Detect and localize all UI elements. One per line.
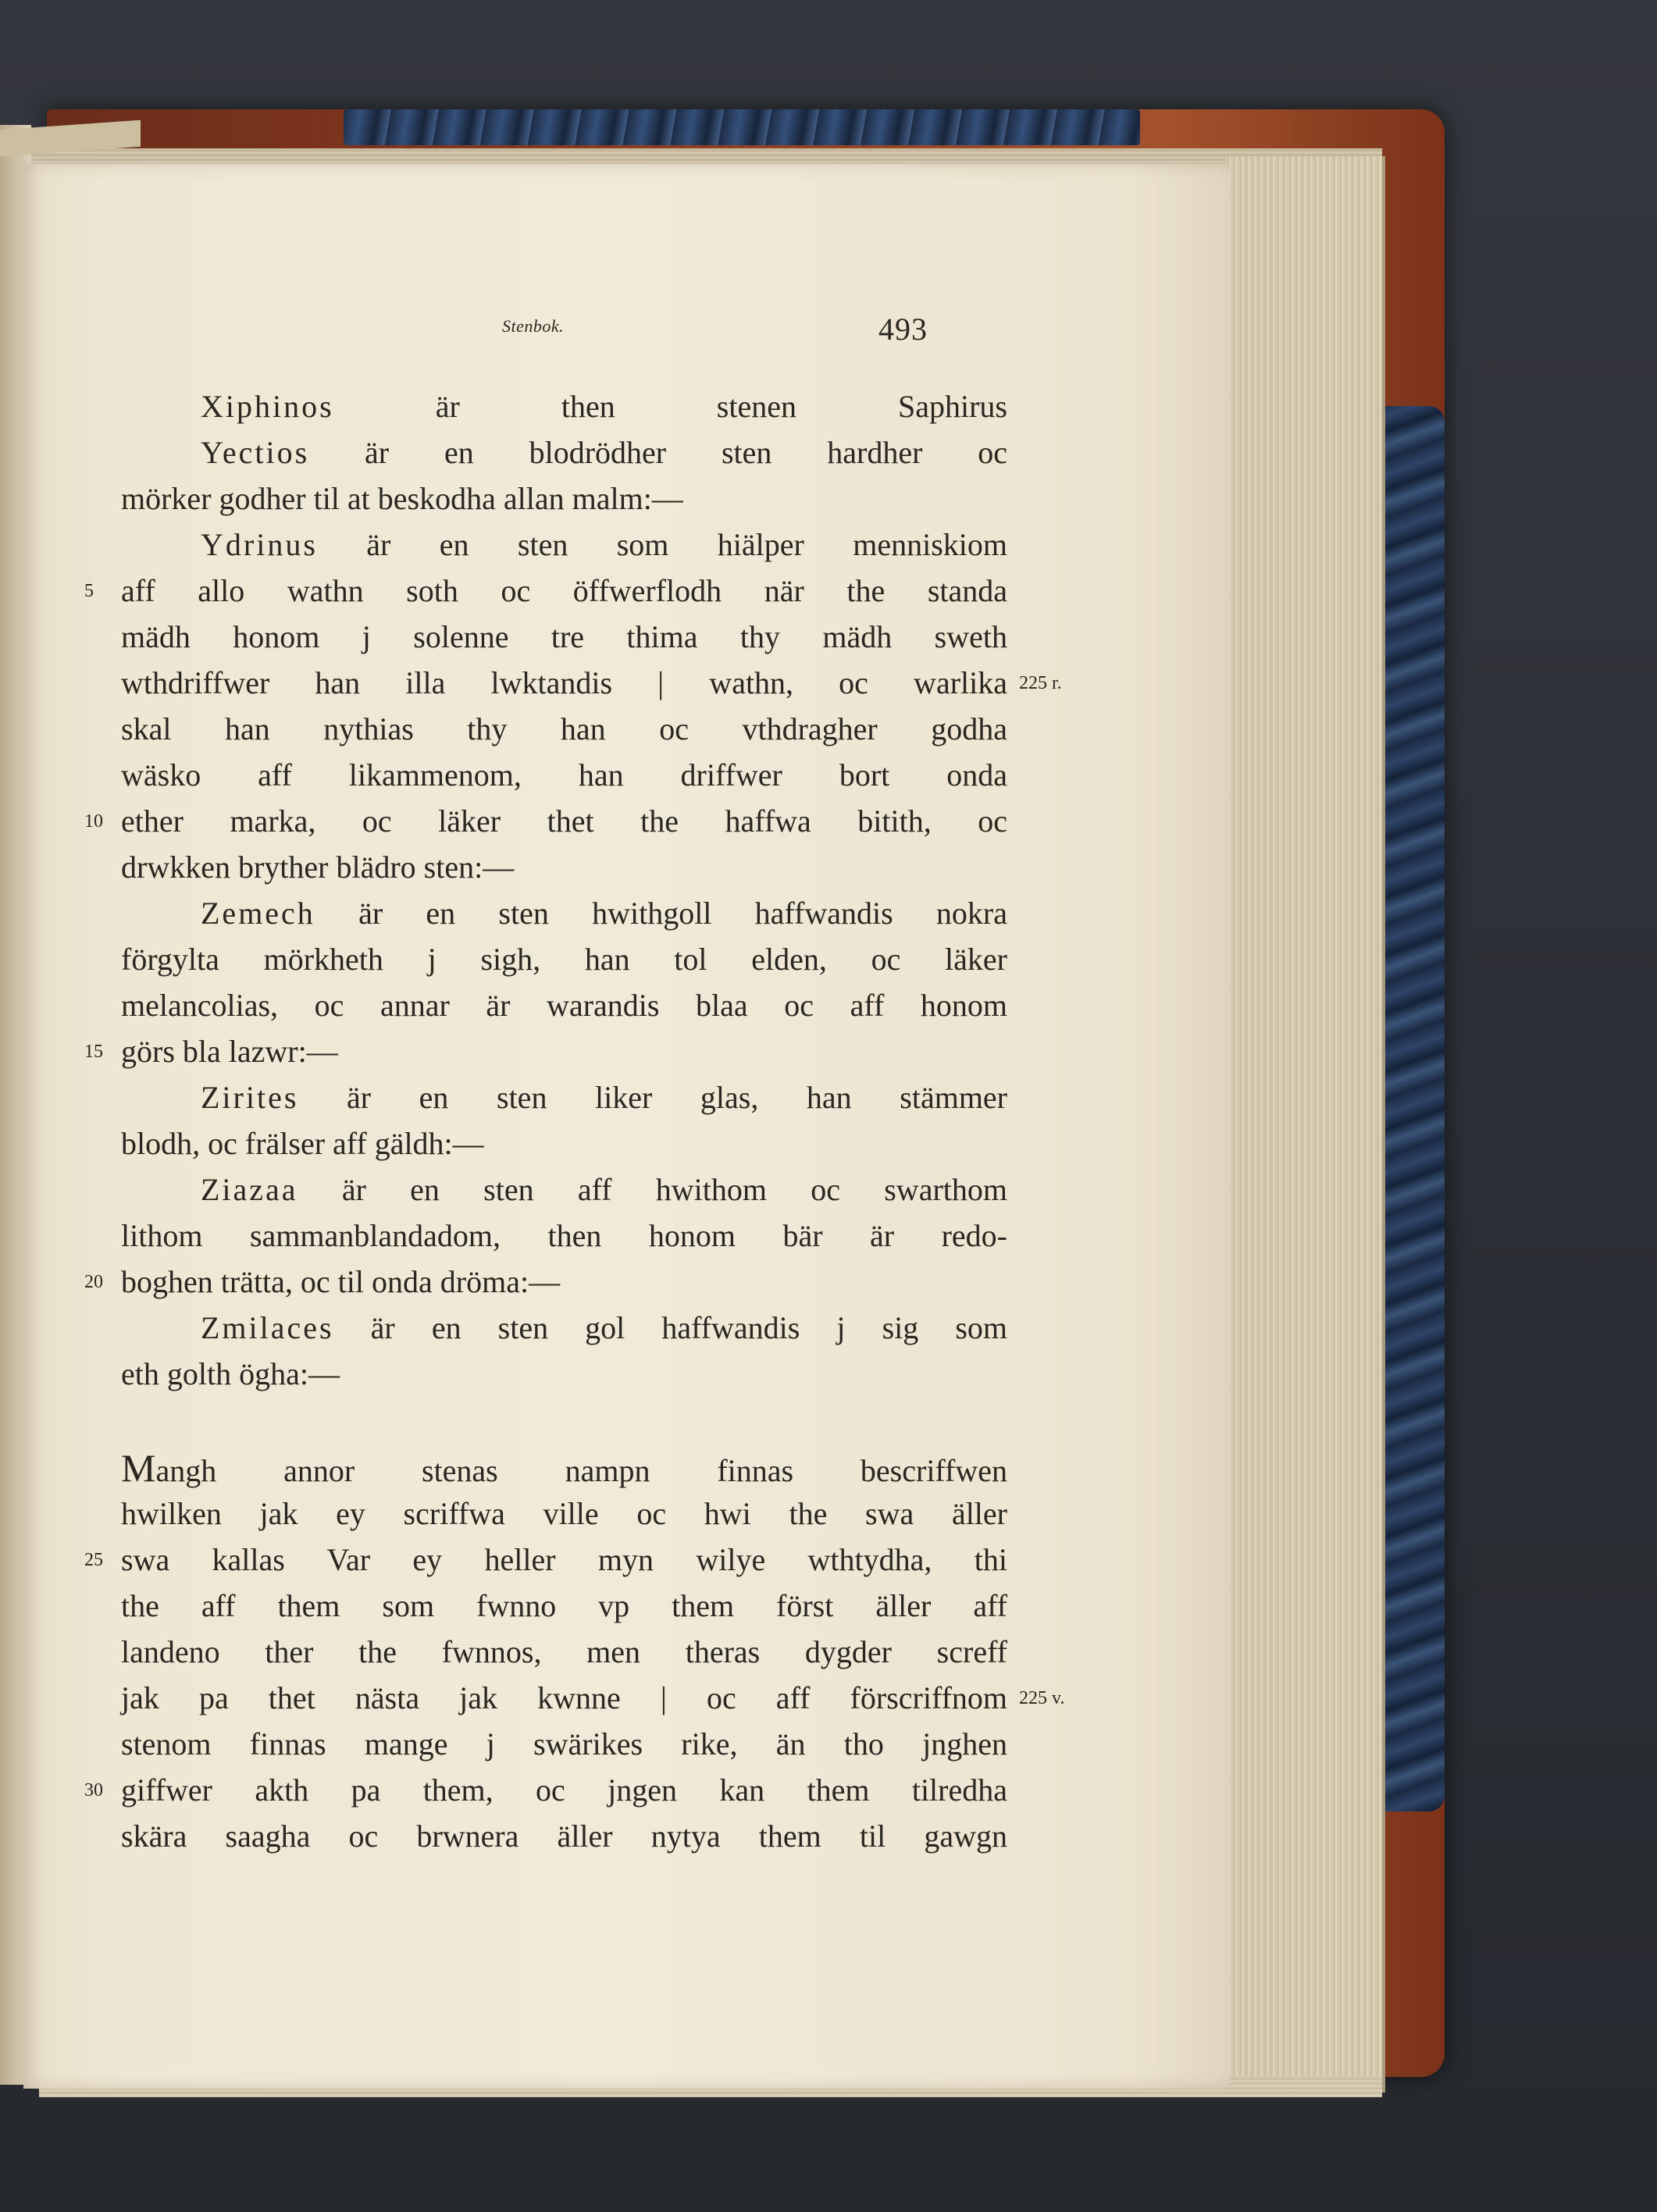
text-line: jak pa thet nästa jak kwnne | oc aff förscriffnom [121, 1680, 1007, 1715]
page-text-block [23, 164, 1230, 2089]
entry-term: Zemech [201, 896, 315, 931]
line-number: 15 [84, 1042, 103, 1062]
text-line [201, 434, 1007, 472]
text-line: aff allo wathn soth oc öffwerflodh när the standa [121, 573, 1007, 608]
text-line: boghen trätta, oc til onda dröma:— [121, 1264, 561, 1299]
text-line [121, 1446, 1007, 1490]
text-line-rest: är en sten aff hwithom oc swarthom [298, 1172, 1007, 1207]
running-title: Stenbok. [502, 316, 565, 336]
initial-letter: M [121, 1446, 156, 1490]
text-line: blodh, oc frälser aff gäldh:— [121, 1126, 484, 1161]
text-line-rest: är en sten gol haffwandis j sig som [333, 1310, 1007, 1345]
text-line: skära saagha oc brwnera äller nytya them til gawgn [121, 1818, 1007, 1854]
text-line: drwkken bryther blädro sten:— [121, 850, 515, 885]
text-line: stenom finnas mange j swärikes rike, än tho jnghen [121, 1726, 1007, 1761]
text-line: görs bla lazwr:— [121, 1034, 338, 1069]
text-line [201, 1079, 1007, 1117]
folio-note: 225 v. [1019, 1688, 1065, 1708]
entry-term: Ydrinus [201, 527, 318, 562]
text-line: melancolias, oc annar är warandis blaa oc aff honom [121, 988, 1007, 1023]
page-number: 493 [878, 312, 928, 347]
text-line-rest: är en sten som hiälper menniskiom [317, 527, 1007, 562]
entry-term: Zirites [201, 1080, 299, 1115]
book-page [23, 164, 1230, 2089]
text-line [201, 388, 1007, 426]
text-line-rest: är en sten liker glas, han stämmer [298, 1080, 1007, 1115]
line-number: 20 [84, 1272, 103, 1292]
text-line: wäsko aff likammenom, han driffwer bort onda [121, 757, 1007, 793]
text-line: mörker godher til at beskodha allan malm:— [121, 481, 683, 516]
folio-note: 225 r. [1019, 673, 1062, 693]
text-line-rest: angh annor stenas nampn finnas bescriffwen [155, 1453, 1007, 1488]
text-line-rest: är en blodrödher sten hardher oc [309, 435, 1007, 470]
text-line: ether marka, oc läker thet the haffwa bitith, oc [121, 803, 1007, 839]
line-number: 25 [84, 1550, 103, 1570]
text-line: förgylta mörkheth j sigh, han tol elden, oc läker [121, 942, 1007, 977]
text-line [201, 1309, 1007, 1347]
text-line: mädh honom j solenne tre thima thy mädh sweth [121, 619, 1007, 654]
text-line [201, 526, 1007, 564]
cover-marbled-band [344, 109, 1140, 145]
text-line: wthdriffwer han illa lwktandis | wathn, oc warlika [121, 665, 1007, 700]
text-line: hwilken jak ey scriffwa ville oc hwi the swa äller [121, 1496, 1007, 1531]
text-line-rest: är en sten hwithgoll haffwandis nokra [315, 896, 1007, 931]
line-number: 30 [84, 1780, 103, 1801]
entry-term: Zmilaces [201, 1310, 334, 1345]
text-line: skal han nythias thy han oc vthdragher godha [121, 711, 1007, 746]
text-line [201, 895, 1007, 932]
text-line: landeno ther the fwnnos, men theras dygder screff [121, 1634, 1007, 1669]
text-line: eth golth ögha:— [121, 1356, 340, 1391]
entry-term: Ziazaa [201, 1172, 298, 1207]
text-line [201, 1171, 1007, 1209]
text-line: giffwer akth pa them, oc jngen kan them tilredha [121, 1772, 1007, 1808]
text-line-rest: är then stenen Saphirus [333, 389, 1007, 424]
line-number: 10 [84, 811, 103, 832]
entry-term: Xiphinos [201, 389, 334, 424]
line-number: 5 [84, 581, 94, 601]
entry-term: Yectios [201, 435, 310, 470]
page-fore-edge [1226, 156, 1385, 2093]
text-line: lithom sammanblandadom, then honom bär är redo- [121, 1218, 1007, 1253]
text-line: swa kallas Var ey heller myn wilye wthtydha, thi [121, 1542, 1007, 1577]
text-line: the aff them som fwnno vp them först äller aff [121, 1588, 1007, 1623]
